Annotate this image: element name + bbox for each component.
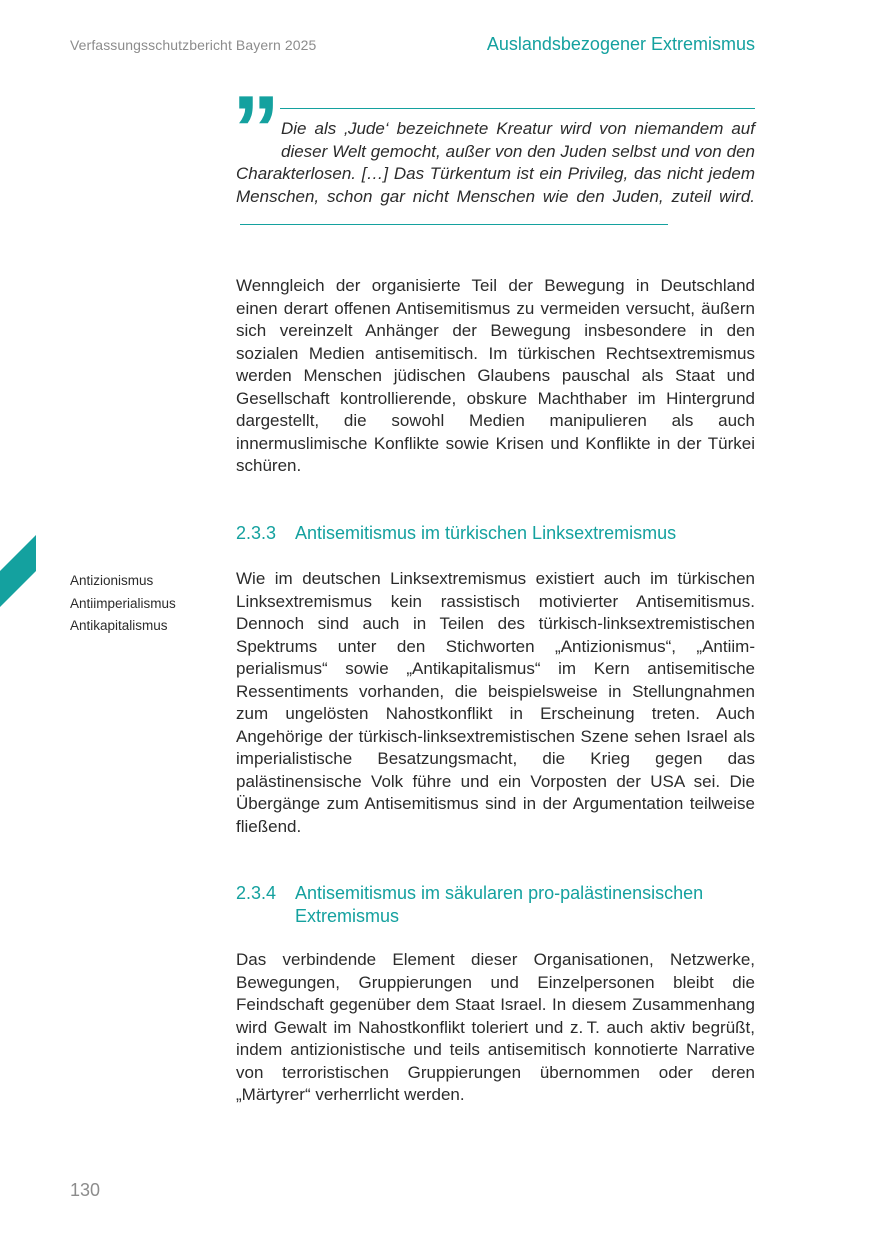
body-paragraph-2-3-3: Wie im deutschen Linksextremismus existiert auch im türkischen Linksextremismus kein rassistisch motivierter Antisemitismus. Dennoch sind auch in Teilen des türkisch-linksextremistischen Spektrums unter den Stichworten „Antizionismus“, „Antiimperialismus“ sowie „Antikapitalismus“ im Kern antisemitische Ressentiments vorhanden, die beispielsweise in Stellungnahmen zum ungelösten Nahostkonflikt in Erscheinung treten. Auch Angehörige der türkisch-linksextremistischen Szene sehen Israel als imperialistische Besatzungsmacht, die Krieg gegen das palästinensische Volk führe und ein Vorposten der USA sei. Die Übergänge zum Antisemitismus sind in der Argumentation teilweise fließend.	[236, 569, 755, 836]
quotation-mark-icon: ”	[232, 76, 280, 183]
section-number: 2.3.4	[236, 883, 277, 903]
quote-end-rule	[240, 224, 668, 225]
quote-text-content: Die als ‚Jude‘ bezeichnete Kreatur wird von niemandem auf dieser Welt gemocht, außer von den Juden selbst und von den Charakterlosen. […] Das Türkentum ist ein Privileg, das nicht jedem Menschen, schon gar nicht Menschen wie den Juden, zuteil wird.	[236, 119, 755, 206]
running-header-chapter: Auslandsbezogener Extremismus	[486, 34, 755, 54]
quote-text	[236, 118, 755, 231]
page-number: 130	[70, 1180, 101, 1200]
section-heading-2-3-3	[236, 522, 755, 545]
section-title-line1: Antisemitismus im säkularen pro-palästinensischen	[295, 883, 704, 903]
body-paragraph-2-3-4: Das verbindende Element dieser Organisationen, Netzwerke, Bewegungen, Gruppierungen und Einzelpersonen bleibt die Feindschaft gegenüber dem Staat Israel. In diesem Zusammenhang wird Gewalt im Nahostkonflikt toleriert und z. T. auch aktiv begrüßt, indem antizionistische und teils antisemitisch konnotierte Narrative von terroristischen Gruppierungen übernommen oder deren „Märtyrer“ verherrlicht werden.	[236, 950, 755, 1104]
margin-note-item: Antizionismus	[70, 573, 154, 588]
margin-notes	[70, 570, 176, 638]
quote-top-rule	[280, 108, 755, 109]
margin-tab-marker	[0, 535, 36, 607]
running-header-publication: Verfassungsschutzbericht Bayern 2025	[70, 37, 317, 53]
section-number: 2.3.3	[236, 523, 277, 543]
body-paragraph-1: Wenngleich der organisierte Teil der Bewegung in Deutschland einen derart offenen Antisemitismus zu vermeiden versucht, äußern sich vereinzelt Anhänger der Bewegung insbesondere in den sozialen Medien antisemitisch. Im türkischen Rechtsextremismus werden Menschen jüdischen Glaubens pauschal als Staat und Gesellschaft kontrollierende, obskure Machthaber im Hintergrund dargestellt, die sowohl Medien manipulieren als auch innermuslimische Konflikte sowie Krisen und Konflikte in der Türkei schüren.	[236, 276, 755, 475]
section-heading-2-3-4	[236, 882, 755, 927]
section-title-line2: Extremismus	[295, 905, 400, 926]
quote-indent	[236, 118, 281, 162]
section-title: Antisemitismus im türkischen Linksextremismus	[295, 523, 677, 543]
margin-note-item: Antikapitalismus	[70, 618, 168, 633]
margin-note-item: Antiimperialismus	[70, 595, 176, 611]
